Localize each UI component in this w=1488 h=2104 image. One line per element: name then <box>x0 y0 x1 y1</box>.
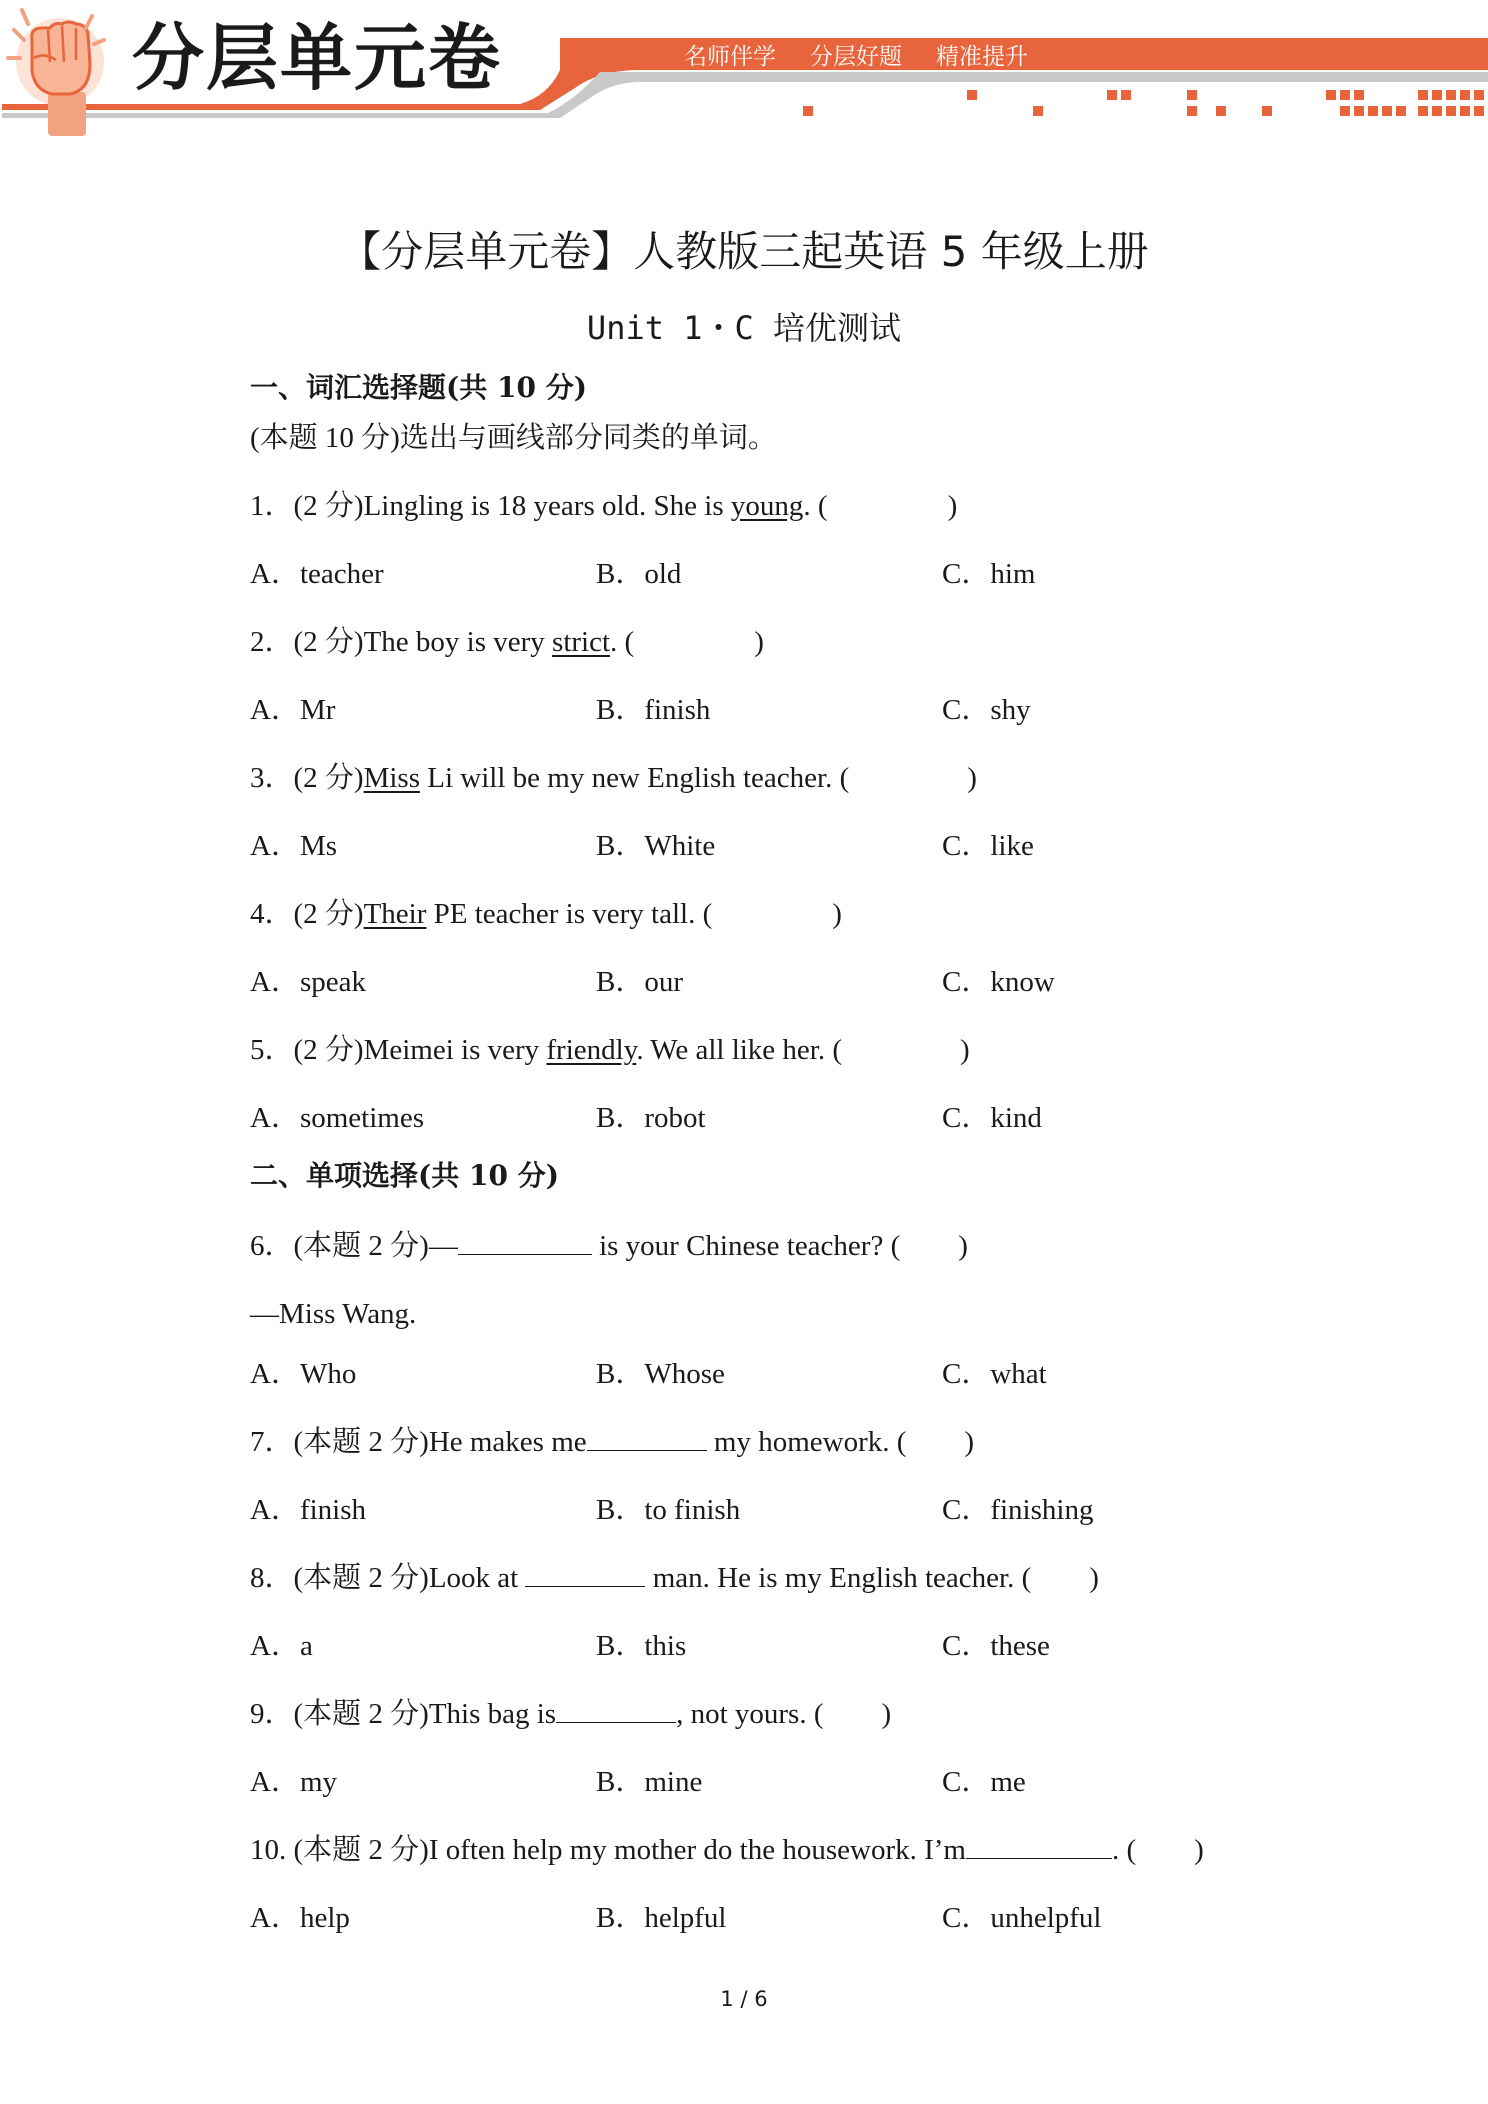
slogan-2: 分层好题 <box>810 44 902 70</box>
slogan-3: 精准提升 <box>936 44 1028 70</box>
option-a: A．my <box>250 1766 338 1798</box>
underlined-word: young <box>730 490 804 522</box>
slogan-bar <box>0 40 1488 74</box>
option-b: B．to finish <box>596 1494 741 1526</box>
option-b: B．finish <box>596 694 711 726</box>
question-2: 2．(2 分)The boy is very strict. ( ) <box>250 626 764 658</box>
option-b: B．robot <box>596 1102 706 1134</box>
fill-blank[interactable] <box>458 1228 592 1255</box>
fill-blank[interactable] <box>525 1560 645 1587</box>
fill-blank[interactable] <box>966 1832 1112 1859</box>
option-b: B．White <box>596 830 716 862</box>
option-c: C．shy <box>942 694 1031 726</box>
section-heading-vocabulary: 一、词汇选择题(共 10 分) <box>250 371 587 404</box>
option-b: B．our <box>596 966 684 998</box>
option-b: B．old <box>596 558 682 590</box>
option-c: C．like <box>942 830 1034 862</box>
page-number: 1 / 6 <box>720 1987 768 2011</box>
option-c: C．know <box>942 966 1055 998</box>
section-instruction: (本题 10 分)选出与画线部分同类的单词。 <box>250 422 777 454</box>
option-a: A．teacher <box>250 558 384 590</box>
underlined-word: friendly <box>546 1034 637 1066</box>
option-b: B．mine <box>596 1766 703 1798</box>
question-10: 10. (本题 2 分)I often help my mother do the housework. I’m . ( ) <box>250 1834 1204 1866</box>
option-a: A．a <box>250 1630 313 1662</box>
underlined-word: Their <box>363 898 427 930</box>
option-c: C．me <box>942 1766 1026 1798</box>
page-title: 【分层单元卷】人教版三起英语 5 年级上册 <box>339 227 1149 276</box>
option-b: B．Whose <box>596 1358 725 1390</box>
option-c: C．him <box>942 558 1036 590</box>
option-a: A．Who <box>250 1358 357 1390</box>
option-a: A．Ms <box>250 830 338 862</box>
section-heading-single-choice: 二、单项选择(共 10 分) <box>250 1159 559 1192</box>
question-8: 8．(本题 2 分)Look at man. He is my English teacher. ( ) <box>250 1562 1099 1594</box>
underlined-word: strict <box>552 626 611 658</box>
question-5: 5．(2 分)Meimei is very friendly. We all like her. ( ) <box>250 1034 970 1066</box>
option-c: C．unhelpful <box>942 1902 1102 1934</box>
option-b: B．this <box>596 1630 687 1662</box>
slogan-1: 名师伴学 <box>684 44 776 70</box>
option-c: C．kind <box>942 1102 1042 1134</box>
option-c: C．these <box>942 1630 1050 1662</box>
option-a: A．Mr <box>250 694 336 726</box>
question-6-answer: —Miss Wang. <box>250 1298 417 1330</box>
question-3: 3．(2 分)Miss Li will be my new English teacher. ( ) <box>250 762 977 794</box>
header-banner <box>0 0 1488 150</box>
fill-blank[interactable] <box>556 1696 676 1723</box>
question-7: 7．(本题 2 分)He makes me my homework. ( ) <box>250 1426 975 1458</box>
option-a: A．help <box>250 1902 350 1934</box>
question-1: 1．(2 分)Lingling is 18 years old. She is young. ( ) <box>250 490 958 522</box>
option-c: C．finishing <box>942 1494 1094 1526</box>
option-a: A．sometimes <box>250 1102 424 1134</box>
page-subtitle: Unit 1・C 培优测试 <box>586 309 902 347</box>
option-a: A．speak <box>250 966 366 998</box>
question-6: 6．(本题 2 分)— is your Chinese teacher? ( ) <box>250 1230 968 1262</box>
fill-blank[interactable] <box>587 1424 707 1451</box>
underlined-word: Miss <box>363 762 420 794</box>
option-a: A．finish <box>250 1494 367 1526</box>
question-4: 4．(2 分)Their PE teacher is very tall. ( ) <box>250 898 842 930</box>
option-b: B．helpful <box>596 1902 727 1934</box>
brand-title: 分层单元卷 <box>132 16 503 100</box>
option-c: C．what <box>942 1358 1047 1390</box>
question-9: 9．(本题 2 分)This bag is , not yours. ( ) <box>250 1698 892 1730</box>
